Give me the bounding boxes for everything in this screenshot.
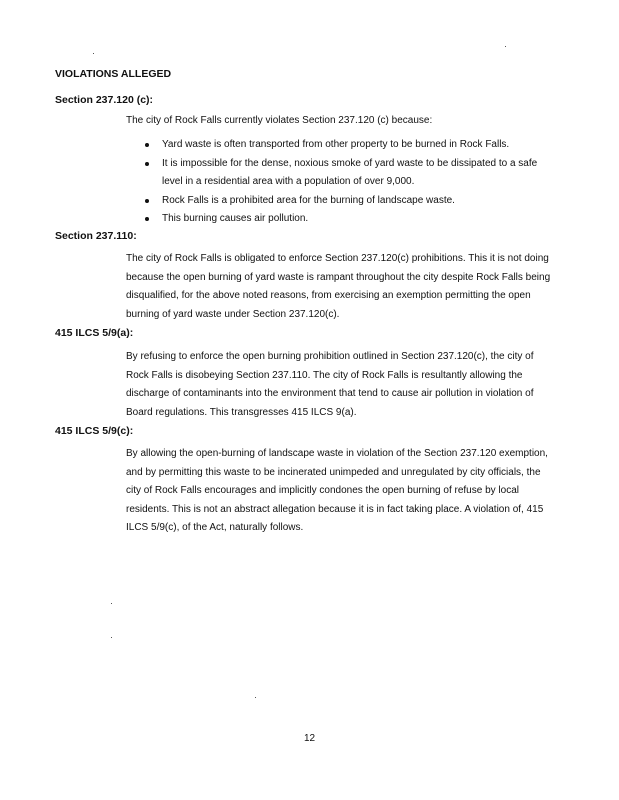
bullet-icon	[145, 199, 149, 203]
section-text-415-ilcs-9a: By refusing to enforce the open burning prohibition outlined in Section 237.120(c), the city of Rock Falls is disobeying Section 237.110. The city of Rock Falls is resultantly allowing the discharge of contaminants into the environment that tend to cause air pollution in violation of Board regulations. This transgresses 415 ILCS 9(a).	[126, 351, 534, 418]
page-number: 12	[303, 733, 316, 744]
scan-speck	[111, 637, 112, 638]
list-item-text: Yard waste is often transported from other property to be burned in Rock Falls.	[162, 139, 510, 150]
scan-speck	[111, 603, 112, 604]
list-item-text: It is impossible for the dense, noxious smoke of yard waste to be dissipated to a safe level in a residential area with a population of over 9,000.	[162, 157, 538, 187]
bullet-icon	[145, 143, 149, 147]
scan-speck	[255, 697, 256, 698]
scan-speck	[93, 53, 94, 54]
section-title-237-120c: Section 237.120 (c):	[55, 94, 154, 106]
list-item	[126, 192, 558, 211]
section-title-415-ilcs-9c: 415 ILCS 5/9(c):	[55, 425, 134, 437]
list-item-text: Rock Falls is a prohibited area for the burning of landscape waste.	[162, 194, 455, 206]
list-item	[126, 136, 558, 155]
section-text-415-ilcs-9c: By allowing the open-burning of landscape waste in violation of the Section 237.120 exemption, and by permitting this waste to be incinerated unimpeded and unregulated by city officials, the city of Rock Falls encourages and implicitly condones the open burning of refuse by local residents. This is not an abstract allegation because it is in fact taking place. A violation of, 415 ILCS 5/9(c), of the Act, naturally follows.	[126, 448, 548, 533]
bullet-icon	[145, 162, 149, 166]
document-heading: VIOLATIONS ALLEGED	[55, 68, 172, 80]
bullet-list-237-120c	[126, 136, 558, 229]
section-title-415-ilcs-9a: 415 ILCS 5/9(a):	[55, 327, 134, 339]
section-title-237-110: Section 237.110:	[55, 230, 137, 242]
scan-speck	[505, 46, 506, 47]
section-text-237-110: The city of Rock Falls is obligated to enforce Section 237.120(c) prohibitions. This it is not doing because the open burning of yard waste is rampant throughout the city despite Rock Falls being disqualified, for the above noted reasons, from exercising an exemption permitting the open burning of yard waste under Section 237.120(c).	[126, 253, 551, 320]
list-item-text: This burning causes air pollution.	[162, 213, 309, 224]
list-item	[126, 155, 558, 192]
list-item	[126, 210, 558, 229]
bullet-icon	[145, 217, 149, 221]
section-intro-237-120c: The city of Rock Falls currently violates Section 237.120 (c) because:	[126, 115, 433, 126]
